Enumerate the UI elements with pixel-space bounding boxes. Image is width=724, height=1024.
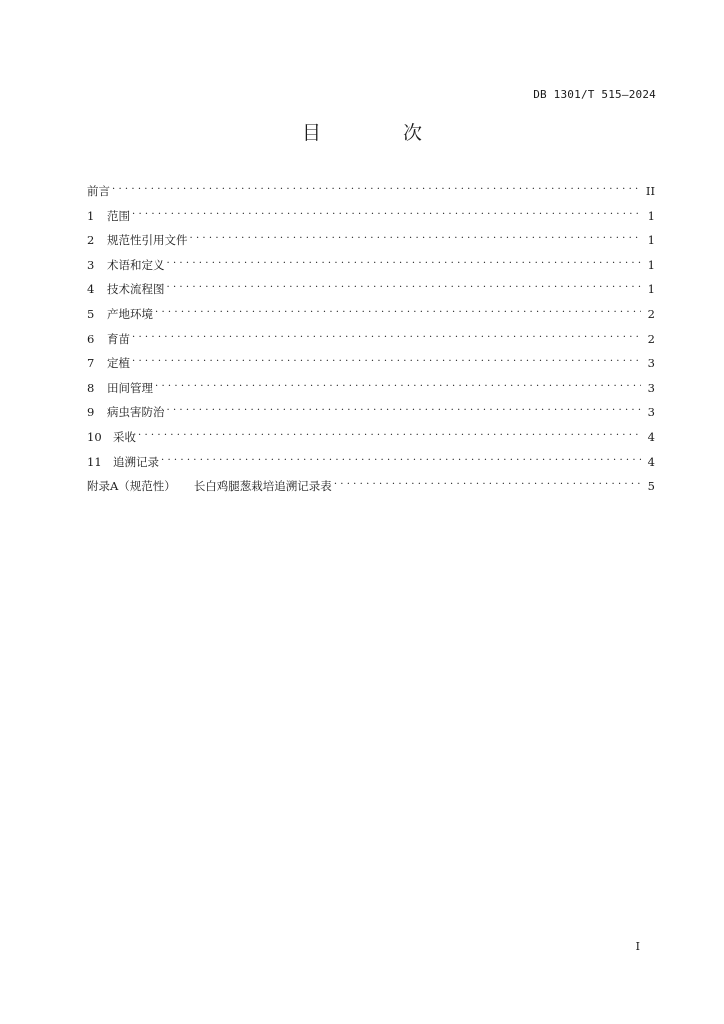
toc-entry-label: 追溯记录 xyxy=(113,454,159,469)
dot-leader xyxy=(138,429,641,441)
toc-entry-page: 3 xyxy=(647,356,655,371)
toc-entry-label: 术语和定义 xyxy=(107,257,165,272)
toc-entry-label: 采收 xyxy=(113,429,136,444)
toc-entry-page: 1 xyxy=(647,208,655,223)
toc-entry-page: II xyxy=(645,184,655,198)
toc-entry-label: 育苗 xyxy=(107,331,130,346)
toc-entry-label: 长白鸡腿葱栽培追溯记录表 xyxy=(193,479,332,494)
toc-entry-number: 5 xyxy=(87,306,95,321)
dot-leader xyxy=(167,281,642,293)
toc-entry-6[interactable] xyxy=(87,331,655,356)
toc-entry-label: 范围 xyxy=(107,208,130,223)
toc-annex-prefix: 附录A（规范性） xyxy=(87,479,176,494)
toc-entry-8[interactable] xyxy=(87,380,655,405)
toc-entry-label: 病虫害防治 xyxy=(107,405,165,420)
toc-entry-number: 9 xyxy=(87,405,95,420)
dot-leader xyxy=(132,331,641,343)
toc-entry-number: 2 xyxy=(87,233,95,248)
dot-leader xyxy=(112,183,641,195)
toc-entry-page: 5 xyxy=(647,479,655,494)
toc-entry-number: 1 xyxy=(87,208,95,223)
dot-leader xyxy=(190,232,642,244)
dot-leader xyxy=(334,478,641,490)
toc-entry-1[interactable] xyxy=(87,208,655,233)
dot-leader xyxy=(155,380,641,392)
page-title: 目 次 xyxy=(301,122,461,144)
toc-entry-page: 1 xyxy=(647,257,655,272)
toc-entry-11[interactable] xyxy=(87,454,655,479)
toc-entry-number: 6 xyxy=(87,331,95,346)
dot-leader xyxy=(167,404,642,416)
toc-entry-page: 3 xyxy=(647,405,655,420)
dot-leader xyxy=(167,257,642,269)
toc-entry-label: 定植 xyxy=(107,356,130,371)
toc-entry-label: 规范性引用文件 xyxy=(107,233,188,248)
toc-entry-label: 田间管理 xyxy=(107,380,153,395)
toc-entry-number: 8 xyxy=(87,380,95,395)
toc-entry-page: 4 xyxy=(647,454,655,469)
toc-entry-page: 1 xyxy=(647,233,655,248)
toc-entry-page: 2 xyxy=(647,306,655,321)
dot-leader xyxy=(155,306,641,318)
toc-entry-page: 4 xyxy=(647,429,655,444)
dot-leader xyxy=(161,454,641,466)
dot-leader xyxy=(132,355,641,367)
toc-entry-number: 4 xyxy=(87,282,95,297)
table-of-contents xyxy=(87,183,655,503)
toc-entry-10[interactable] xyxy=(87,429,655,454)
toc-entry-2[interactable] xyxy=(87,232,655,257)
toc-entry-7[interactable] xyxy=(87,355,655,380)
page-number: I xyxy=(635,940,640,953)
toc-entry-number: 10 xyxy=(87,429,102,444)
toc-entry-number: 3 xyxy=(87,257,95,272)
toc-entry-label: 产地环境 xyxy=(107,306,153,321)
toc-entry-3[interactable] xyxy=(87,257,655,282)
toc-entry-4[interactable] xyxy=(87,281,655,306)
toc-entry-annex-a[interactable] xyxy=(87,478,655,503)
toc-entry-page: 3 xyxy=(647,380,655,395)
toc-entry-page: 2 xyxy=(647,331,655,346)
toc-entry-label: 前言 xyxy=(87,184,110,198)
toc-entry-9[interactable] xyxy=(87,404,655,429)
toc-entry-label: 技术流程图 xyxy=(107,282,165,297)
toc-entry-number: 11 xyxy=(87,454,102,469)
toc-entry-foreword[interactable] xyxy=(87,183,655,208)
document-id: DB 1301/T 515—2024 xyxy=(533,88,656,101)
toc-entry-number: 7 xyxy=(87,356,95,371)
toc-entry-page: 1 xyxy=(647,282,655,297)
dot-leader xyxy=(132,208,641,220)
toc-entry-5[interactable] xyxy=(87,306,655,331)
